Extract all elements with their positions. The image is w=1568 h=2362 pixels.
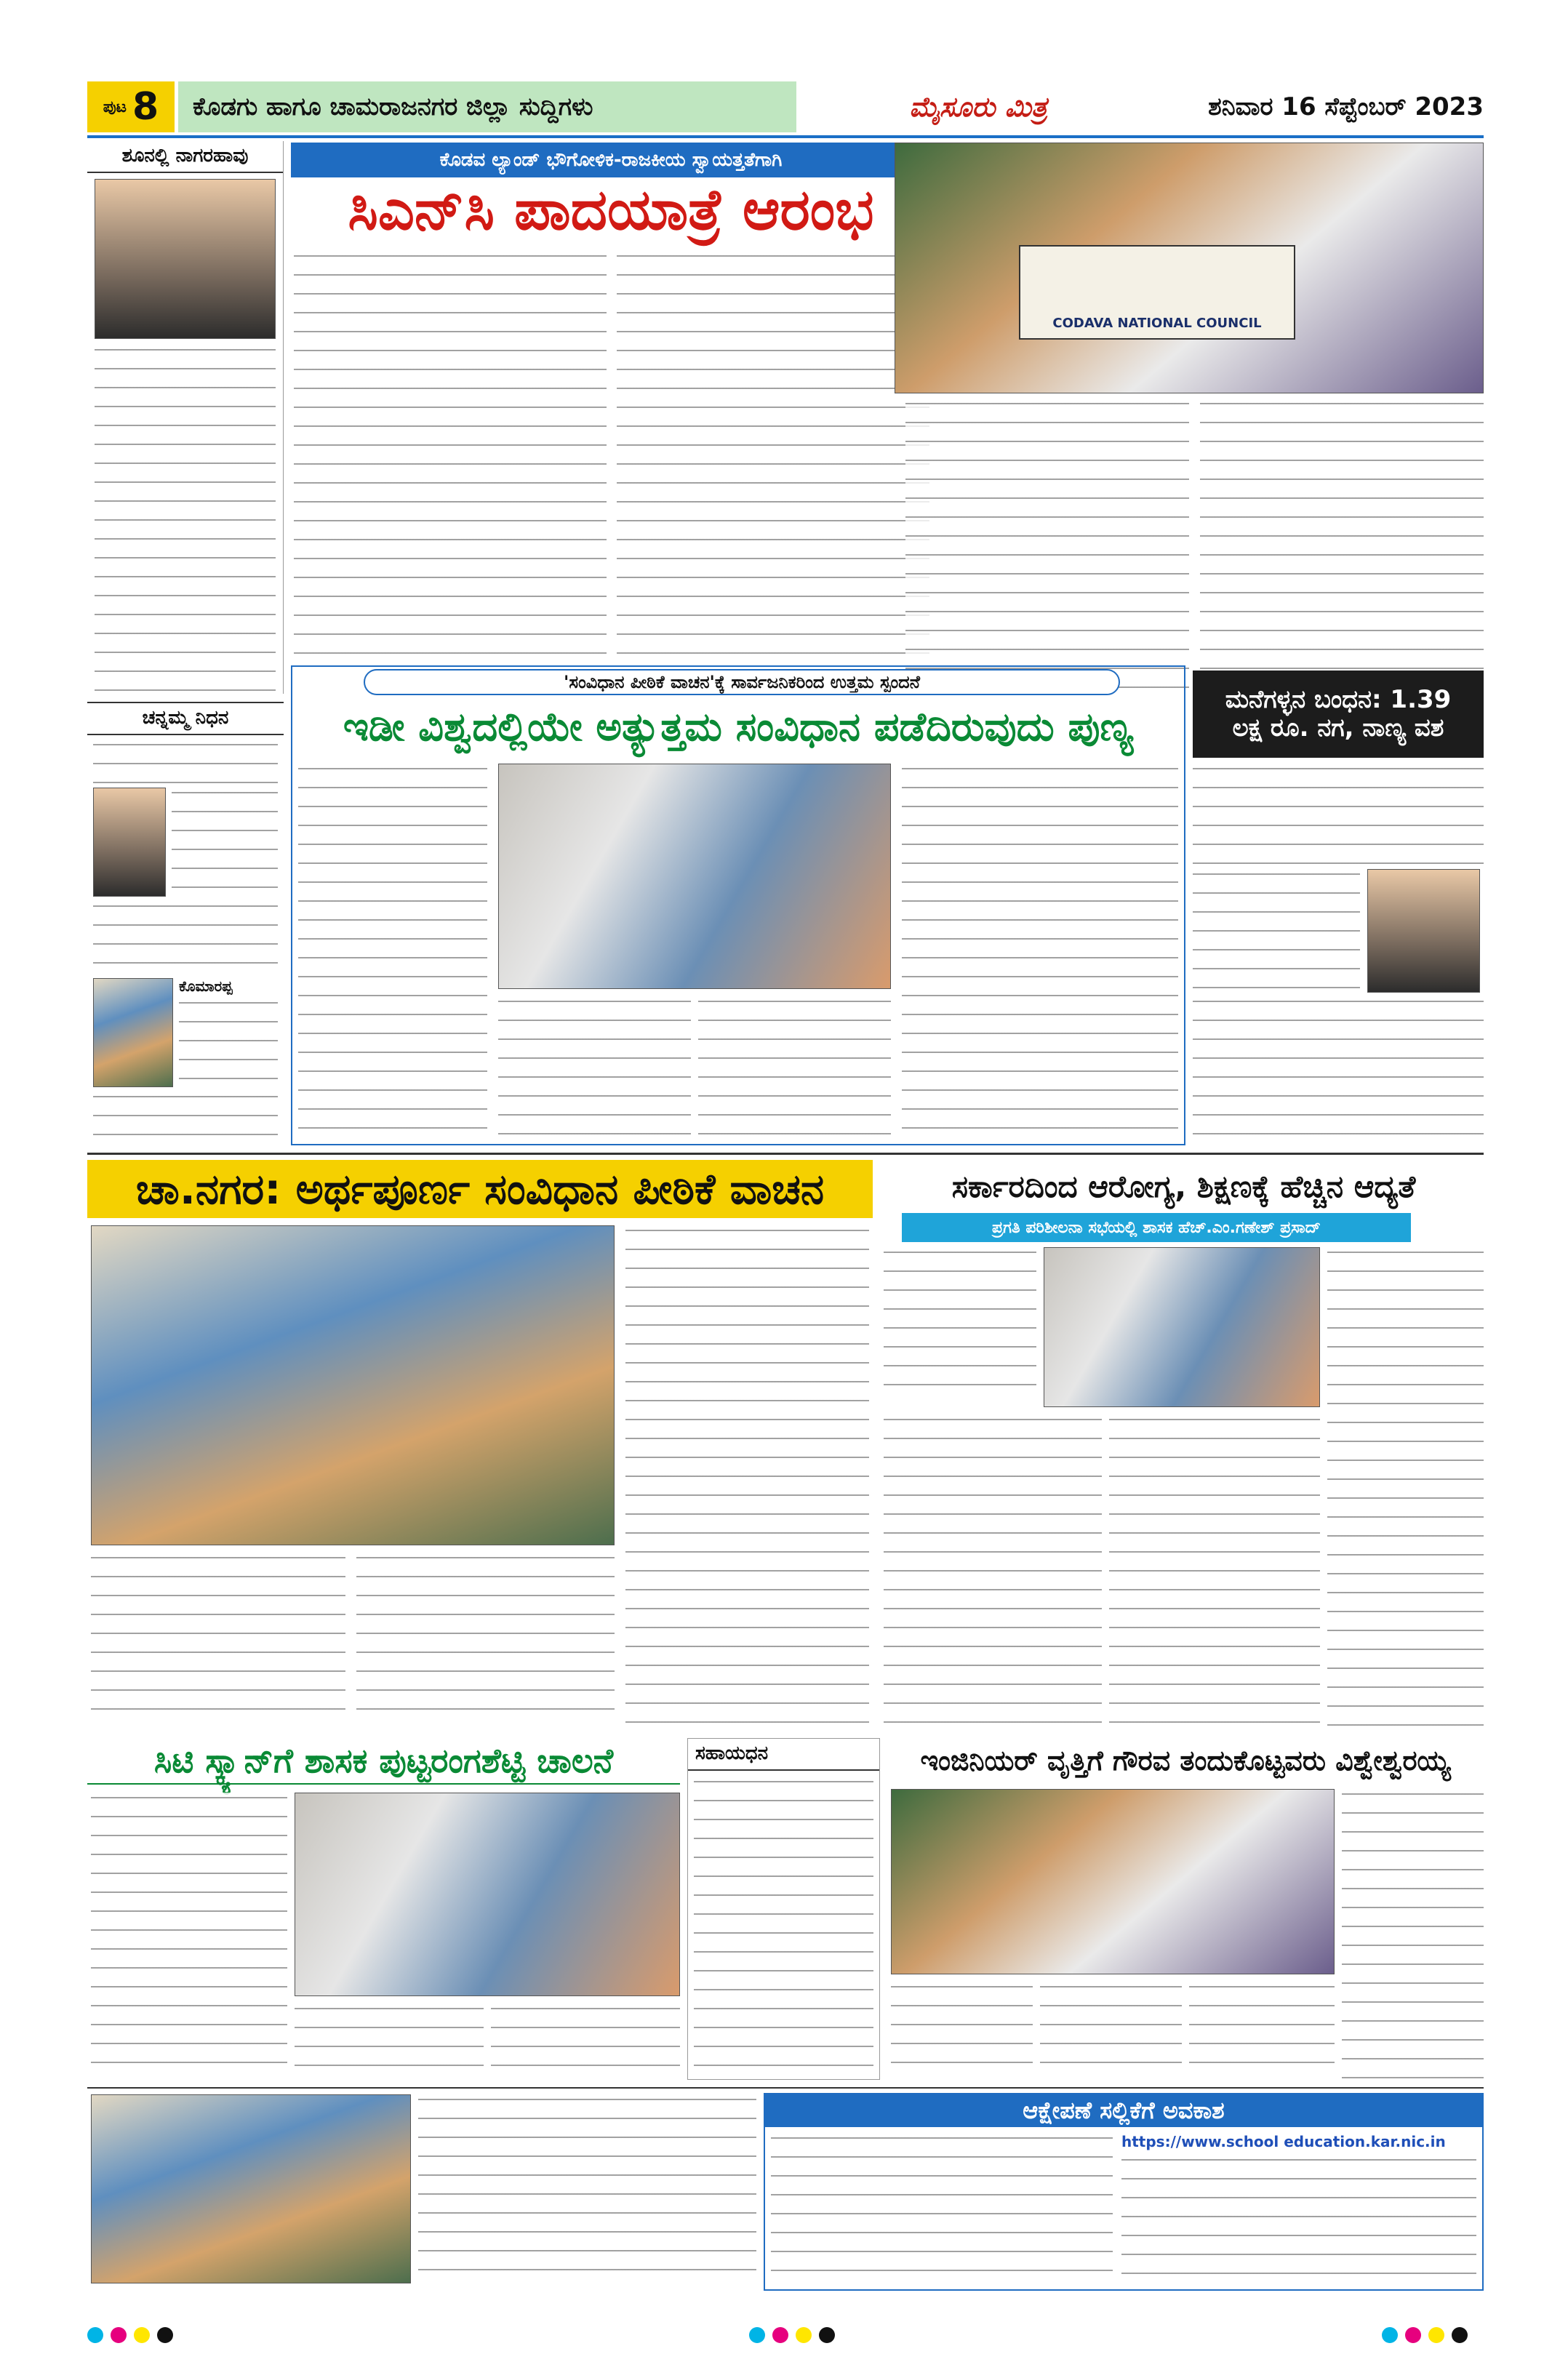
magenta-dot bbox=[1405, 2327, 1421, 2343]
black-dot bbox=[819, 2327, 835, 2343]
black-dot bbox=[1452, 2327, 1468, 2343]
theft-headline-line1: ಮನೆಗಳ್ಳನ ಬಂಧನ: 1.39 bbox=[1225, 684, 1452, 714]
obit1-intro bbox=[93, 740, 278, 783]
obit1-photo bbox=[93, 788, 166, 897]
engineer-headline: ಇಂಜಿನಿಯರ್ ವೃತ್ತಿಗೆ ಗೌರವ ತಂದುಕೊಟ್ಟವರು ವಿಶ್ವೇಶ್ವರಯ್ಯ bbox=[920, 1745, 1451, 1777]
obituary-column bbox=[87, 702, 284, 1138]
objection-body-col1 bbox=[771, 2133, 1113, 2286]
obit2-title: ಕೊಮಾರಪ್ಪ bbox=[179, 977, 233, 995]
cnc-headline: ಸಿಎನ್‌ಸಿ ಪಾದಯಾತ್ರೆ ಆರಂಭ bbox=[348, 177, 874, 244]
page-number-box bbox=[87, 81, 175, 132]
snake-photo bbox=[95, 179, 276, 339]
constitution-body-col1 bbox=[298, 764, 487, 1138]
cnc-kicker: ಕೊಡವ ಲ್ಯಾಂಡ್ ಭೌಗೋಳಿಕ-ರಾಜಕೀಯ ಸ್ವಾಯತ್ತತೆಗಾಗಿ bbox=[291, 143, 931, 177]
chamarajanagar-body-col3 bbox=[625, 1225, 869, 1727]
ctscan-machine-photo bbox=[295, 1793, 680, 1996]
objection-body-col2 bbox=[1121, 2155, 1476, 2278]
cnc-banner bbox=[1019, 245, 1295, 340]
cyan-dot bbox=[749, 2327, 765, 2343]
felicitation-body bbox=[418, 2094, 756, 2283]
constitution-body-col4 bbox=[902, 764, 1178, 1138]
yellow-dot bbox=[134, 2327, 150, 2343]
engineer-event-photo bbox=[891, 1789, 1335, 1974]
section-title: ಕೊಡಗು ಹಾಗೂ ಚಾಮರಾಜನಗರ ಜಿಲ್ಲಾ ಸುದ್ದಿಗಳು bbox=[178, 81, 796, 132]
cyan-dot bbox=[1382, 2327, 1398, 2343]
health-body-col4 bbox=[1327, 1247, 1484, 1727]
health-headline: ಸರ್ಕಾರದಿಂದ ಆರೋಗ್ಯ, ಶಿಕ್ಷಣಕ್ಕೆ ಹೆಚ್ಚಿನ ಆದ್ಯತೆ bbox=[951, 1168, 1416, 1204]
health-body-col1-top bbox=[884, 1247, 1036, 1393]
bottom-divider bbox=[87, 2087, 1484, 2089]
print-marks-right bbox=[1382, 2327, 1468, 2343]
health-kicker: ಪ್ರಗತಿ ಪರಿಶೀಲನಾ ಸಭೆಯಲ್ಲಿ ಶಾಸಕ ಹೆಚ್.ಎಂ.ಗಣೇಶ್ ಪ್ರಸಾದ್ bbox=[902, 1213, 1411, 1242]
obit2-photo bbox=[93, 978, 173, 1087]
issue-date: ಶನಿವಾರ 16 ಸೆಪ್ಟೆಂಬರ್ 2023 bbox=[1208, 92, 1484, 121]
constitution-kicker: 'ಸಂವಿಧಾನ ಪೀಠಿಕೆ ವಾಚನ'ಕ್ಕೆ ಸಾರ್ವಜನಿಕರಿಂದ ಉತ್ತಮ ಸ್ಪಂದನೆ bbox=[364, 669, 1120, 695]
theft-headline-line2: ಲಕ್ಷ ರೂ. ನಗ, ನಾಣ್ಯ ವಶ bbox=[1232, 713, 1444, 742]
health-meeting-photo bbox=[1044, 1247, 1320, 1407]
yellow-dot bbox=[1428, 2327, 1444, 2343]
aid-body bbox=[694, 1777, 873, 2075]
felicitation-photo bbox=[91, 2094, 411, 2283]
chamarajanagar-event-photo bbox=[91, 1225, 615, 1545]
page-label: ಪುಟ bbox=[103, 97, 127, 116]
yellow-dot bbox=[796, 2327, 812, 2343]
print-marks-center bbox=[749, 2327, 835, 2343]
aid-title: ಸಹಾಯಧನ bbox=[688, 1739, 879, 1771]
cyan-dot bbox=[87, 2327, 103, 2343]
magenta-dot bbox=[772, 2327, 788, 2343]
chamarajanagar-body-col1 bbox=[91, 1553, 345, 1727]
chamarajanagar-body-col2 bbox=[356, 1553, 615, 1727]
snake-title: ಶೂನಲ್ಲಿ ನಾಗರಹಾವು bbox=[87, 141, 283, 173]
engineer-body-col2 bbox=[1040, 1982, 1182, 2080]
objection-headline: ಆಕ್ಷೇಪಣೆ ಸಲ್ಲಿಕೆಗೆ ಅವಕಾಶ bbox=[765, 2094, 1482, 2127]
cnc-body-col4 bbox=[1200, 399, 1484, 697]
magenta-dot bbox=[111, 2327, 127, 2343]
black-dot bbox=[157, 2327, 173, 2343]
constitution-body-col2 bbox=[498, 996, 691, 1138]
theft-body-bottom bbox=[1193, 996, 1484, 1142]
page-number: 8 bbox=[132, 85, 159, 129]
engineer-body-col1 bbox=[891, 1982, 1033, 2080]
masthead-rule bbox=[87, 135, 1484, 138]
cnc-body-col1 bbox=[294, 251, 607, 662]
accused-photo bbox=[1367, 869, 1480, 993]
cnc-banner-text: CODAVA NATIONAL COUNCIL bbox=[1052, 316, 1262, 331]
obit2-body bbox=[179, 998, 278, 1085]
ctscan-body-col1 bbox=[91, 1793, 287, 2073]
cnc-body-col2 bbox=[617, 251, 929, 662]
cnc-body-col3 bbox=[905, 399, 1189, 697]
objection-article bbox=[764, 2093, 1484, 2291]
ctscan-body-col3 bbox=[491, 2003, 680, 2073]
snake-article bbox=[87, 141, 284, 694]
constitution-event-photo bbox=[498, 764, 891, 989]
print-marks-left bbox=[87, 2327, 173, 2343]
theft-body-top bbox=[1193, 764, 1484, 865]
obit1-body bbox=[172, 788, 278, 897]
section-divider bbox=[87, 1153, 1484, 1155]
newspaper-brand: ಮೈಸೂರು ಮಿತ್ರ bbox=[909, 90, 1047, 123]
health-body-col3 bbox=[1109, 1414, 1320, 1727]
engineer-body-col4 bbox=[1342, 1789, 1484, 2080]
health-body-col2 bbox=[884, 1414, 1102, 1727]
constitution-body-col3 bbox=[698, 996, 891, 1138]
constitution-headline: ಇಡೀ ವಿಶ್ವದಲ್ಲಿಯೇ ಅತ್ಯುತ್ತಮ ಸಂವಿಧಾನ ಪಡೆದಿರುವುದು ಪುಣ್ಯ bbox=[343, 703, 1134, 750]
cnc-march-photo bbox=[895, 143, 1484, 393]
snake-body-text bbox=[95, 345, 276, 708]
obit1-body-2 bbox=[93, 901, 278, 974]
chamarajanagar-headline: ಚಾ.ನಗರ: ಅರ್ಥಪೂರ್ಣ ಸಂವಿಧಾನ ಪೀಠಿಕೆ ವಾಚನ bbox=[87, 1160, 873, 1218]
theft-headline-box bbox=[1193, 670, 1484, 758]
engineer-body-col3 bbox=[1189, 1982, 1335, 2080]
ctscan-headline: ಸಿಟಿ ಸ್ಕ್ಯಾನ್‌ಗೆ ಶಾಸಕ ಪುಟ್ಟರಂಗಶೆಟ್ಟಿ ಚಾಲನೆ bbox=[87, 1738, 680, 1785]
aid-article bbox=[687, 1738, 880, 2080]
theft-body-side bbox=[1193, 869, 1360, 993]
ctscan-body-col2 bbox=[295, 2003, 484, 2073]
obit1-title: ಚನ್ನಮ್ಮ ನಿಧನ bbox=[87, 702, 284, 735]
objection-url[interactable]: https://www.school education.kar.nic.in bbox=[1121, 2132, 1446, 2150]
